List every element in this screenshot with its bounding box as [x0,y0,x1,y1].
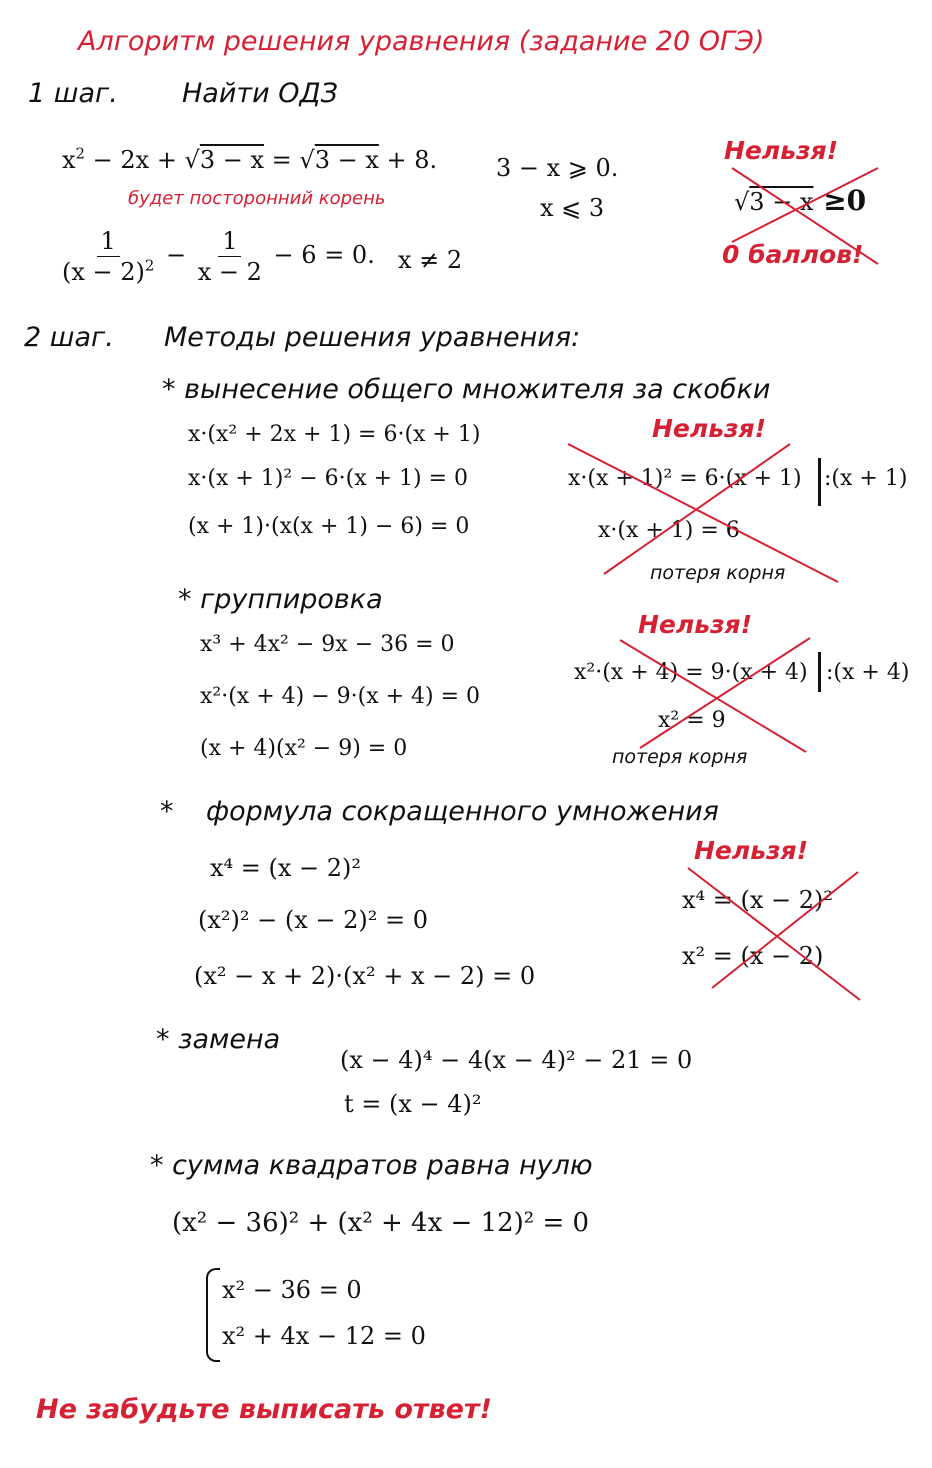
factor-divider-bar [818,458,821,506]
factor-cross-line-b [604,444,790,574]
method-formula-star: * [160,796,174,827]
formula-line-1: x⁴ = (x − 2)² [210,854,362,882]
group-divider-bar [818,652,821,692]
group-line-2: x²·(x + 4) − 9·(x + 4) = 0 [200,684,481,709]
formula-line-2: (x²)² − (x − 2)² = 0 [198,906,429,934]
step1-wrong-expression: √3 − x ≥0 [734,184,867,217]
factor-forbidden-label: Нельзя! [652,414,766,443]
formula-wrong-line-2: x² = (x − 2) [682,942,824,970]
step1-equation-radical: $x^2 - 2x + √3 - x = √3 - x + 8$. [62,144,438,174]
system-bracket [206,1268,220,1362]
formula-line-3: (x² − x + 2)·(x² + x − 2) = 0 [194,962,536,990]
method-common-factor-title: * вынесение общего множителя за скобки [162,374,771,405]
formula-forbidden-label: Нельзя! [694,836,808,865]
page-title: Алгоритм решения уравнения (задание 20 ОГЭ) [78,26,765,57]
group-line-1: x³ + 4x² − 9x − 36 = 0 [200,632,455,657]
factor-line-3: (x + 1)·(x(x + 1) − 6) = 0 [188,514,470,539]
step1-label: 1 шаг. [28,78,118,109]
factor-line-2: x·(x + 1)² − 6·(x + 1) = 0 [188,466,469,491]
method-grouping-title: * группировка [178,584,383,615]
group-root-loss-note: потеря корня [612,746,748,768]
group-wrong-line-1: x²·(x + 4) = 9·(x + 4) [574,660,808,685]
step2-heading: Методы решения уравнения: [164,322,581,353]
method-substitution-title: * замена [156,1024,281,1055]
step1-forbidden-label: Нельзя! [724,136,838,165]
squares-system-line-2: x² + 4x − 12 = 0 [222,1322,426,1350]
group-line-3: (x + 4)(x² − 9) = 0 [200,736,408,761]
step1-condition-denominator: x ≠ 2 [398,246,463,274]
method-sum-of-squares-title: * сумма квадратов равна нулю [150,1150,593,1181]
factor-wrong-line-2: x·(x + 1) = 6 [598,518,740,543]
squares-equation: (x² − 36)² + (x² + 4x − 12)² = 0 [172,1208,590,1238]
step2-label: 2 шаг. [24,322,114,353]
step1-condition-solved: x ⩽ 3 [540,194,605,222]
step1-condition-root: 3 − x ⩾ 0. [496,154,619,182]
group-wrong-line-2: x² = 9 [658,708,726,733]
substitution-line-2: t = (x − 4)² [344,1090,482,1118]
step1-zero-points-label: 0 баллов! [722,240,864,269]
factor-root-loss-note: потеря корня [650,562,786,584]
group-forbidden-label: Нельзя! [638,610,752,639]
formula-wrong-line-1: x⁴ = (x − 2)² [682,886,834,914]
group-cross-line-a [620,640,806,752]
group-wrong-divide: :(x + 4) [826,660,910,685]
step1-extraneous-root-note: будет посторонний корень [128,188,386,209]
factor-wrong-line-1: x·(x + 1)² = 6·(x + 1) [568,466,802,491]
substitution-line-1: (x − 4)⁴ − 4(x − 4)² − 21 = 0 [340,1046,693,1074]
squares-system-line-1: x² − 36 = 0 [222,1276,362,1304]
factor-line-1: x·(x² + 2x + 1) = 6·(x + 1) [188,422,481,447]
step1-equation-fraction: $\frac{1}{(x - 2)^2}$ − $\frac{1}{x - 2}$ − 6 = 0. [62,227,375,286]
factor-wrong-divide: :(x + 1) [824,466,908,491]
answer-reminder: Не забудьте выписать ответ! [36,1394,492,1425]
step1-heading: Найти ОДЗ [182,78,338,109]
method-formula-title: формула сокращенного умножения [206,796,719,827]
